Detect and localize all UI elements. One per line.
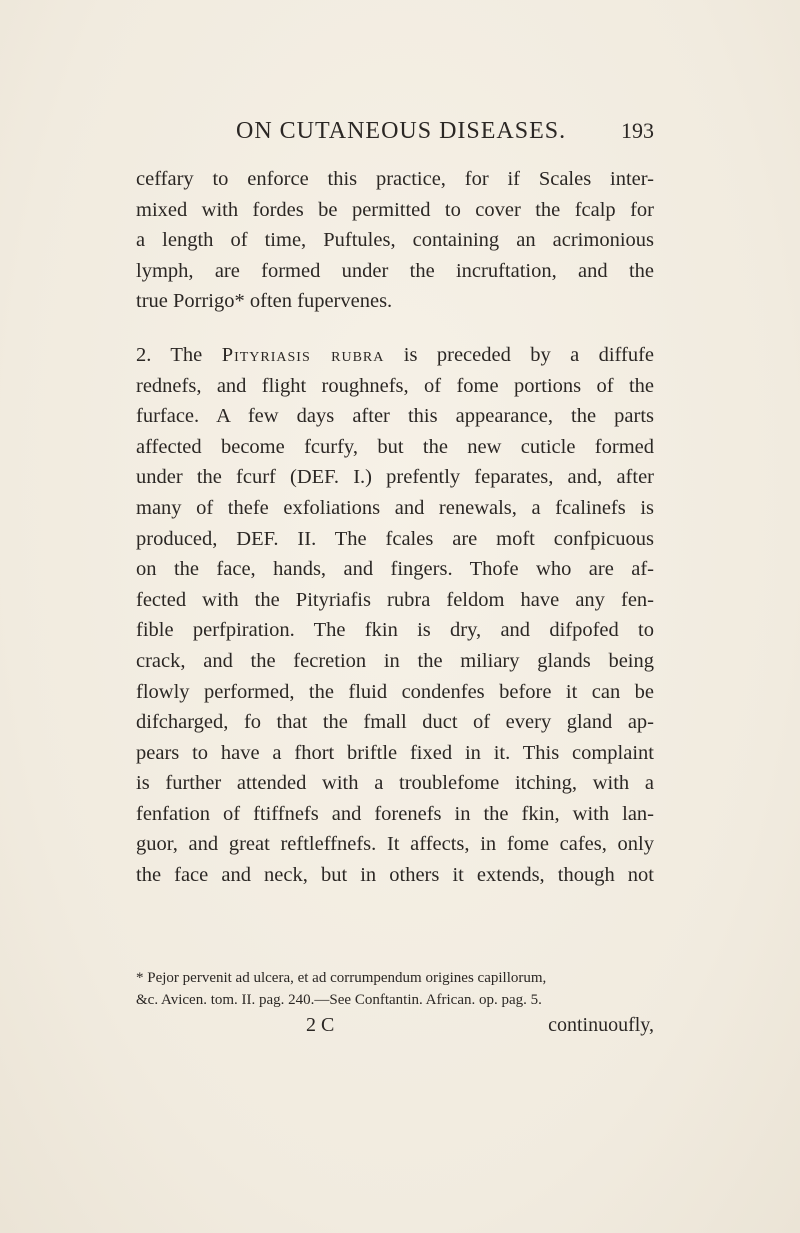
page-footer [136,1014,654,1042]
text-line: furface. A few days after this appearance, the parts [136,405,654,428]
text-line: fible perfpiration. The fkin is dry, and difpofed to [136,619,654,642]
footnote-line: * Pejor pervenit ad ulcera, et ad corrumpendum origines capillorum, [136,970,547,986]
signature-mark: 2 C [306,1014,335,1036]
page-number: 193 [621,118,654,143]
body-text [136,164,654,891]
text-line: pears to have a fhort briftle fixed in it. This complaint [136,741,654,764]
text-line: true Porrigo* often fupervenes. [136,290,393,313]
footnote [136,967,654,1011]
text-line: fenfation of ftiffnefs and forenefs in the fkin, with lan- [136,802,654,825]
text-line: a length of time, Puftules, containing an acrimonious [136,229,654,252]
text-line: affected become fcurfy, but the new cuticle formed [136,435,654,458]
footnote-line: &c. Avicen. tom. II. pag. 240.—See Conftantin. African. op. pag. 5. [136,992,542,1008]
text-line: is further attended with a troublefome itching, with a [136,772,654,795]
catchword: continuoufly, [548,1014,654,1036]
text-line: on the face, hands, and fingers. Thofe who are af- [136,558,654,581]
paragraph-2-first-line [136,340,654,371]
text-line: lymph, are formed under the incruftation, and the [136,259,654,282]
text-line: many of thefe exfoliations and renewals, a fcalinefs is [136,496,654,519]
running-head: ON CUTANEOUS DISEASES. [236,118,567,144]
text-line: produced, DEF. II. The fcales are moft confpicuous [136,527,654,550]
text-line: flowly performed, the fluid condenfes before it can be [136,680,654,703]
paragraph-number: 2. The [136,343,203,366]
text-line: crack, and the fecretion in the miliary glands being [136,649,654,672]
text-line: mixed with fordes be permitted to cover the fcalp for [136,198,654,221]
text-line: rednefs, and flight roughnefs, of fome portions of the [136,374,654,397]
text-line: guor, and great reftleffnefs. It affects, in fome cafes, only [136,833,654,856]
text-line: under the fcurf (DEF. I.) prefently feparates, and, after [136,466,654,489]
paragraph-gap [136,317,654,340]
text-line: ceffary to enforce this practice, for if Scales inter- [136,168,654,190]
disease-term: Pityriasis rubra [221,343,385,366]
text-line: difcharged, fo that the fmall duct of every gland ap- [136,711,654,734]
text-line: the face and neck, but in others it extends, though not [136,864,654,887]
text-line: fected with the Pityriafis rubra feldom have any fen- [136,588,654,611]
page-header [136,118,654,148]
first-line-rest: is preceded by a diffufe [403,343,655,366]
